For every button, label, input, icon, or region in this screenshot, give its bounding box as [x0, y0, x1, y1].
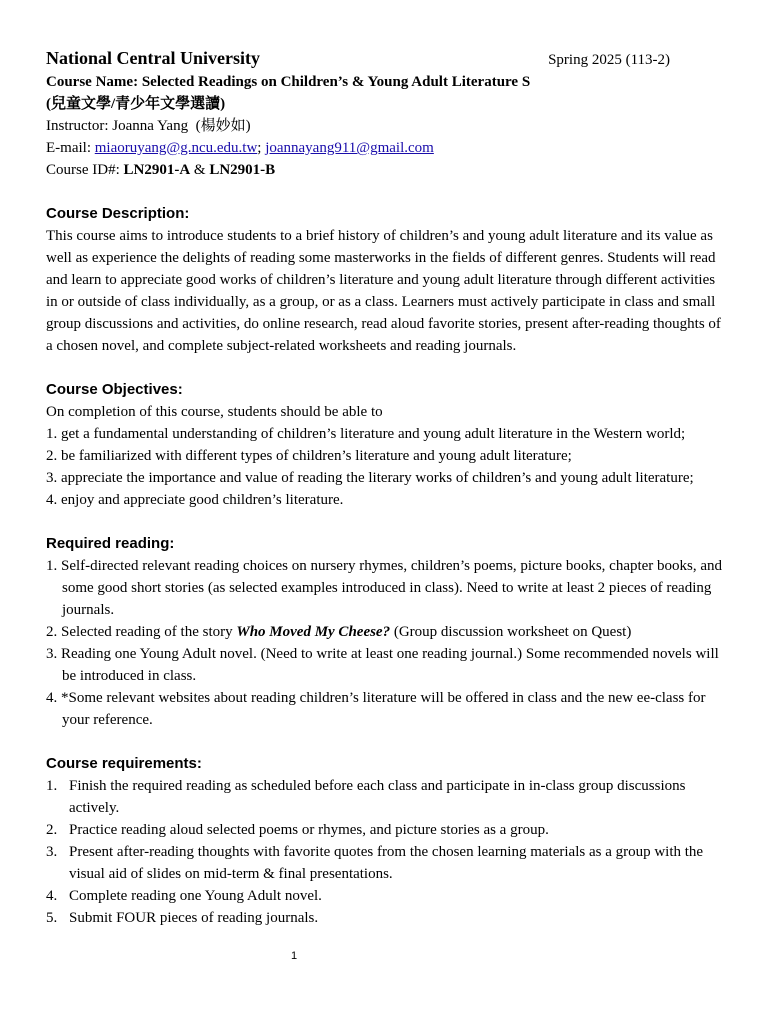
- instructor-line: [46, 115, 726, 137]
- reading-item: 4. *Some relevant websites about reading children’s literature will be offered in class and the new ee-class for your reference.: [46, 690, 706, 728]
- reading-heading: Required reading:: [46, 535, 175, 552]
- requirement-item: [46, 885, 726, 907]
- reading-list: [46, 555, 726, 731]
- instructor-name: Joanna Yang: [112, 118, 189, 134]
- course-id-ampersand: &: [193, 162, 206, 178]
- requirement-text: Finish the required reading as scheduled before each class and participate in in-class group discussions actively.: [69, 778, 686, 816]
- document-page: [46, 46, 726, 929]
- requirement-number: 5.: [46, 910, 58, 926]
- page-number: 1: [290, 950, 298, 962]
- reading-item-text: 2. Selected reading of the story: [46, 624, 237, 640]
- requirements-list: [46, 775, 726, 929]
- course-name-chinese: (兒童文學/青少年文學選讀): [46, 96, 226, 112]
- reading-item-note: (Group discussion worksheet on Quest): [390, 624, 632, 640]
- requirement-item: [46, 841, 726, 885]
- course-id-label: Course ID#:: [46, 162, 120, 178]
- course-id-line: [46, 159, 726, 181]
- university-name: National Central University: [46, 48, 260, 68]
- requirement-item: [46, 907, 726, 929]
- requirement-item: [46, 775, 726, 819]
- course-name-label: Course Name:: [46, 74, 139, 90]
- objective-item: 4. enjoy and appreciate good children’s literature.: [46, 492, 344, 508]
- header-line: [46, 46, 726, 71]
- course-name: Selected Readings on Children’s & Young Adult Literature S: [141, 74, 531, 90]
- objectives-intro: On completion of this course, students should be able to: [46, 404, 383, 420]
- reading-item: 1. Self-directed relevant reading choices on nursery rhymes, children’s poems, picture books, chapter books, and some good short stories (as selected examples introduced in class). Need to write at least 2 pieces of reading journals.: [46, 558, 723, 618]
- email-link-gmail[interactable]: joannayang911@gmail.com: [265, 140, 434, 156]
- email-line: [46, 137, 726, 159]
- requirement-text: Complete reading one Young Adult novel.: [69, 888, 322, 904]
- reading-item: 3. Reading one Young Adult novel. (Need to write at least one reading journal.) Some recommended novels will be introduced in class.: [46, 646, 719, 684]
- objective-item: 3. appreciate the importance and value of reading the literary works of children’s and young adult literature;: [46, 470, 694, 486]
- course-name-line: [46, 71, 726, 93]
- requirement-number: 4.: [46, 888, 58, 904]
- course-id-b: LN2901-B: [209, 162, 276, 178]
- objectives-heading: Course Objectives:: [46, 381, 183, 398]
- requirement-number: 3.: [46, 844, 58, 860]
- term-label: Spring 2025 (113-2): [548, 52, 670, 68]
- requirement-text: Submit FOUR pieces of reading journals.: [69, 910, 319, 926]
- reading-item: [46, 621, 726, 643]
- objective-item: 2. be familiarized with different types of children’s literature and young adult literature;: [46, 448, 572, 464]
- requirements-heading: Course requirements:: [46, 755, 202, 772]
- requirement-text: Practice reading aloud selected poems or rhymes, and picture stories as a group.: [69, 822, 549, 838]
- requirement-item: [46, 819, 726, 841]
- description-heading: Course Description:: [46, 205, 190, 222]
- instructor-name-chinese: (楊妙如): [195, 118, 251, 134]
- email-label: E-mail:: [46, 140, 91, 156]
- email-separator: ;: [257, 140, 262, 156]
- requirement-text: Present after-reading thoughts with favorite quotes from the chosen learning materials as a group with the visual aid of slides on mid-term & final presentations.: [69, 844, 704, 882]
- course-id-a: LN2901-A: [123, 162, 191, 178]
- description-text: This course aims to introduce students to a brief history of children’s and young adult literature and its value as well as experience the delights of reading some masterworks in the fields of different genres. Students will read and learn to appreciate good works of children’s literature and young adult literature through different activities in or outside of class individually, as a group, or as a class. Learners must actively participate in class and small group discussions and activities, do online research, read aloud favorite stories, present after-reading thoughts of a chosen novel, and complete subject-related worksheets and reading journals.: [46, 228, 721, 354]
- instructor-label: Instructor:: [46, 118, 109, 134]
- email-link-ncu[interactable]: miaoruyang@g.ncu.edu.tw: [94, 140, 258, 156]
- requirement-number: 2.: [46, 822, 58, 838]
- requirement-number: 1.: [46, 778, 58, 794]
- book-title: Who Moved My Cheese?: [236, 624, 391, 640]
- objective-item: 1. get a fundamental understanding of children’s literature and young adult literature in the Western world;: [46, 426, 686, 442]
